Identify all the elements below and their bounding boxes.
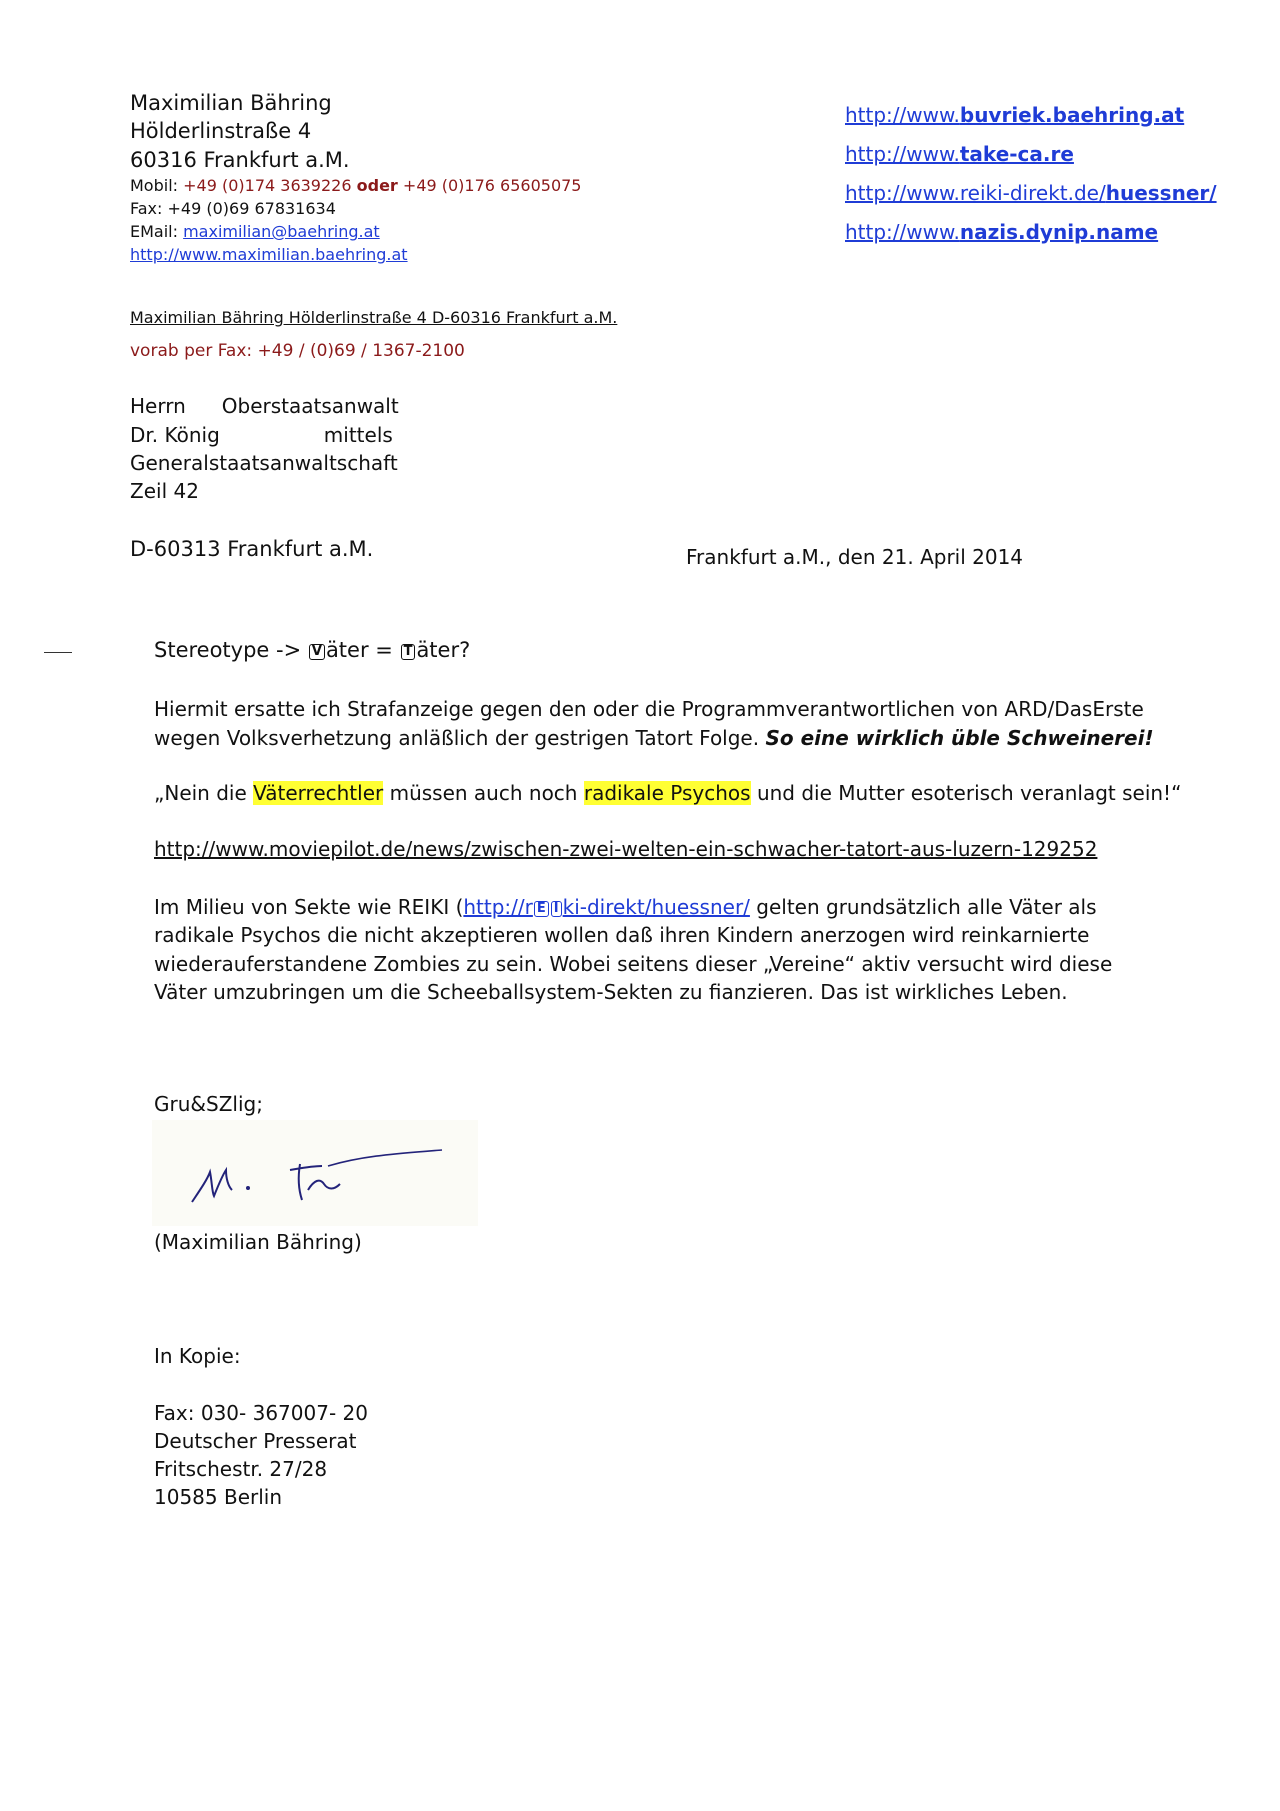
greeting: Gru&SZlig; (154, 1092, 263, 1116)
copy-org: Deutscher Presserat (154, 1429, 357, 1453)
key-v-icon: V (309, 644, 325, 660)
highlight-radikale-psychos: radikale Psychos (583, 781, 751, 805)
sender-street: Hölderlinstraße 4 (130, 119, 312, 143)
body-line-4: Väter umzubringen um die Scheeballsystem-Sekten zu fianzieren. Das ist wirkliches Leben. (154, 980, 1068, 1004)
letter-date: Frankfurt a.M., den 21. April 2014 (686, 545, 1024, 569)
recipient-line-2: Dr. König mittels (130, 423, 393, 447)
body-line-2: radikale Psychos die nicht akzeptieren wollen daß ihren Kindern anerzogen wird reinkarnierte (154, 923, 1090, 947)
header-link-3[interactable]: http://www.reiki-direkt.de/huessner/ (845, 181, 1217, 205)
signature-name: (Maximilian Bähring) (154, 1230, 362, 1254)
copy-fax: Fax: 030- 367007- 20 (154, 1401, 368, 1425)
sender-email: EMail: maximilian@baehring.at (130, 222, 380, 241)
fold-mark (44, 652, 72, 653)
vorab-fax: vorab per Fax: +49 / (0)69 / 1367-2100 (130, 341, 465, 361)
article-link[interactable]: http://www.moviepilot.de/news/zwischen-zwei-welten-ein-schwacher-tatort-aus-luzern-129252 (154, 837, 1098, 861)
sender-name: Maximilian Bähring (130, 91, 332, 115)
website-link[interactable]: http://www.maximilian.baehring.at (130, 245, 408, 264)
body-line-1: Im Milieu von Sekte wie REIKI (http://r E I ki-direkt/huessner/ gelten grundsätzlich alle Väter als (154, 895, 1097, 919)
email-link[interactable]: maximilian@baehring.at (183, 222, 380, 241)
intro-emphasis: So eine wirklich üble Schweinerei! (765, 726, 1154, 750)
subject-line: Stereotype -> V äter = T äter? (154, 638, 471, 662)
recipient-city: D-60313 Frankfurt a.M. (130, 537, 374, 561)
key-t-icon: T (401, 644, 416, 660)
copy-city: 10585 Berlin (154, 1485, 283, 1509)
reiki-link[interactable]: http://r E I ki-direkt/huessner/ (463, 895, 750, 919)
recipient-line-1: Herrn Oberstaatsanwalt (130, 394, 399, 418)
header-link-1[interactable]: http://www.buvriek.baehring.at (845, 103, 1185, 127)
quote-line: „Nein die Väterrechtler müssen auch noch radikale Psychos und die Mutter esoterisch veranlagt sein!“ (154, 781, 1182, 805)
intro-line-2: wegen Volksverhetzung anläßlich der gestrigen Tatort Folge. So eine wirklich üble Schweinerei! (154, 726, 1154, 750)
highlight-vaeterrechtler: Väterrechtler (253, 781, 384, 805)
signature-image (152, 1120, 478, 1226)
copy-label: In Kopie: (154, 1344, 241, 1368)
intro-line-1: Hiermit ersatte ich Strafanzeige gegen den oder die Programmverantwortlichen von ARD/DasErste (154, 697, 1144, 721)
sender-fax: Fax: +49 (0)69 67831634 (130, 199, 336, 218)
sender-mobil: Mobil: +49 (0)174 3639226 oder +49 (0)176 65605075 (130, 176, 582, 195)
return-address: Maximilian Bähring Hölderlinstraße 4 D-60316 Frankfurt a.M. (130, 308, 618, 327)
signature-scribble-icon (152, 1120, 478, 1226)
recipient-line-3: Generalstaatsanwaltschaft (130, 451, 398, 475)
sender-city: 60316 Frankfurt a.M. (130, 148, 350, 172)
key-e-icon: E (534, 901, 549, 917)
key-i-icon: I (551, 901, 562, 917)
article-url[interactable] (154, 837, 1097, 861)
header-link-2[interactable]: http://www.take-ca.re (845, 142, 1074, 166)
recipient-line-4: Zeil 42 (130, 479, 199, 503)
body-line-3: wiederauferstandene Zombies zu sein. Wobei seitens dieser „Vereine“ aktiv versucht wird diese (154, 952, 1113, 976)
header-link-4[interactable]: http://www.nazis.dynip.name (845, 220, 1159, 244)
copy-street: Fritschestr. 27/28 (154, 1457, 328, 1481)
sender-website (130, 245, 408, 264)
